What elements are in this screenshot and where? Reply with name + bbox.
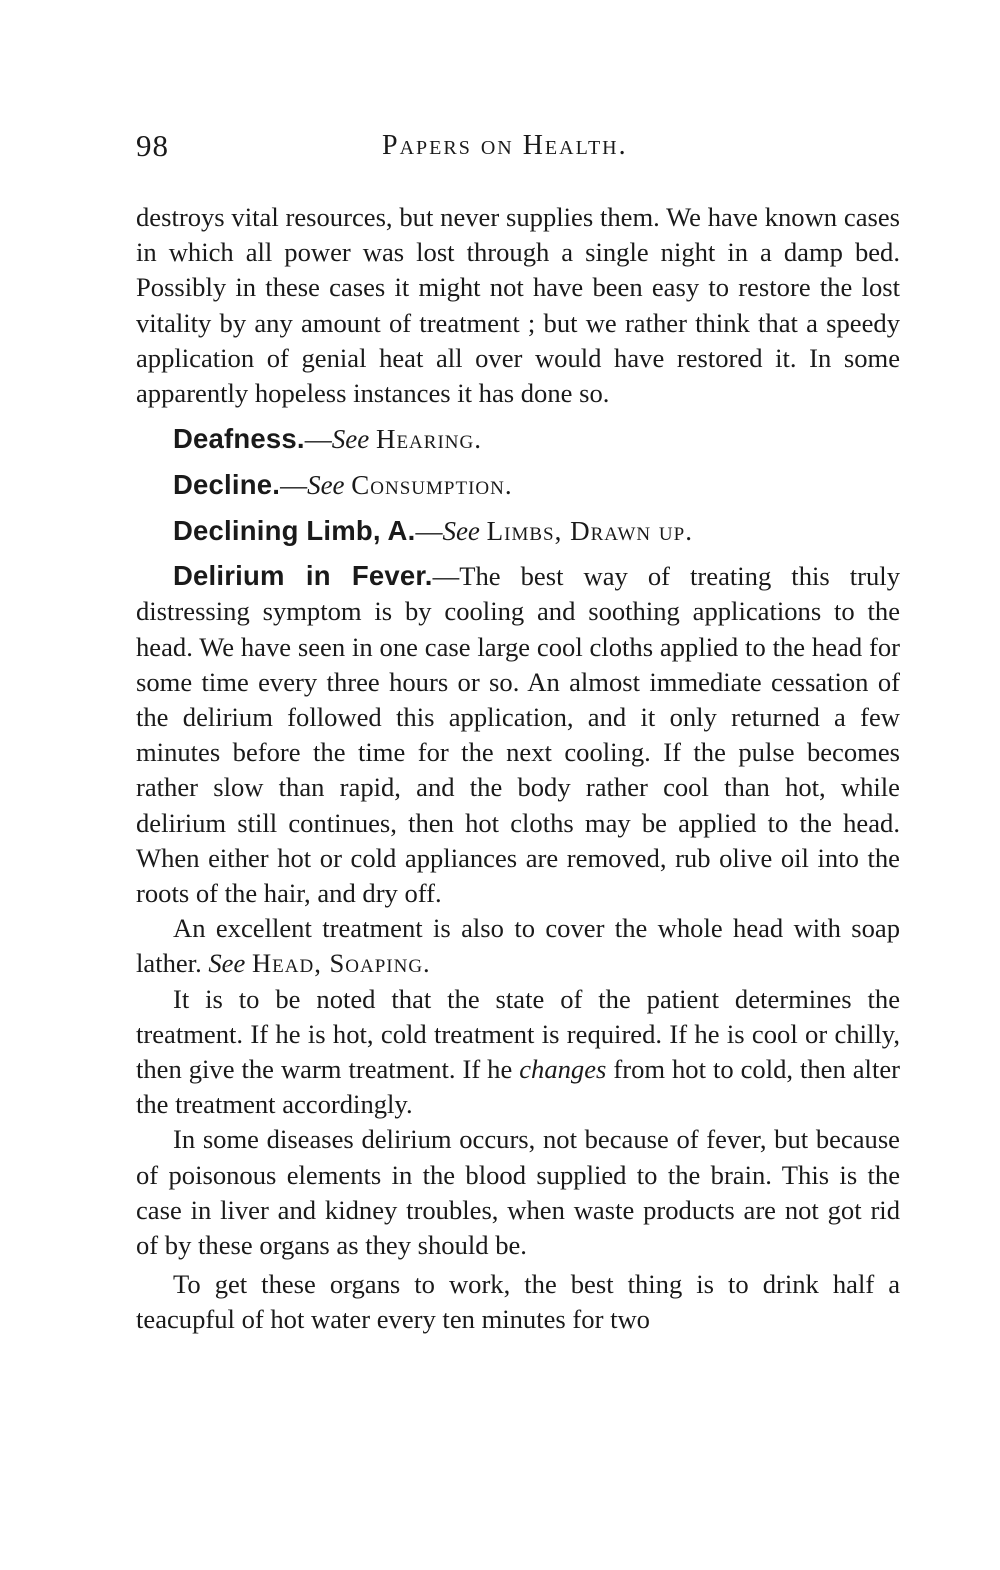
cross-reference: Head, Soaping.	[251, 948, 431, 979]
paragraph-poisonous-elements: In some diseases delirium occurs, not because of fever, but because of poisonous elements in the blood supplied to the brain. This is the case in liver and kidney troubles, when waste products are not got rid of by these organs as they should be.	[136, 1124, 900, 1261]
body-text	[136, 200, 900, 1338]
page-number: 98	[136, 128, 169, 163]
paragraph-text: It is to be noted that the state of the patient determines the treatment. If he is hot, cold treatment is required. If he is cool or chilly, then give the warm treatment. If he	[136, 983, 900, 1085]
paragraph-text: An excellent treatment is also to cover the whole head with soap lather.	[136, 913, 900, 979]
headword-deafness: Deafness.	[173, 423, 305, 455]
paragraph-soap-lather	[136, 911, 900, 981]
emphasis: changes	[519, 1054, 607, 1085]
see-label: See	[442, 516, 480, 547]
dash: —	[280, 470, 308, 501]
headword-delirium: Delirium in Fever.	[173, 560, 433, 592]
paragraph-vital-resources: destroys vital resources, but never supplies them. We have known cases in which all power was lost through a single night in a damp bed. Possibly in these cases it might not have been easy to restore the lost vitality by any amount of treatment ; but we rather think that a speedy application of genial heat all over would have restored it. In some apparently hopeless instances it has done so.	[136, 202, 900, 409]
dash: —	[415, 516, 443, 547]
see-label: See	[331, 424, 370, 455]
dash: —	[304, 424, 332, 455]
entry-decline	[136, 467, 900, 503]
headword-declining-limb: Declining Limb, A.	[173, 515, 416, 547]
entry-text: —The best way of treating this truly distressing symptom is by cooling and soothing applications to the head. We have seen in one case large cool cloths applied to the head for some time every three hours or so. An almost immediate cessation of the delirium followed this application, and it only returned a few minutes before the time for the next cooling. If the pulse becomes rather slow than rapid, and the body rather cool than hot, while delirium still continues, then hot cloths may be applied to the head. When either hot or cold appliances are removed, rub olive oil into the roots of the hair, and dry off.	[136, 561, 900, 909]
cross-reference: Limbs, Drawn up.	[486, 516, 693, 547]
paragraph-patient-state	[136, 982, 900, 1123]
running-title: Papers on Health.	[382, 130, 628, 161]
paragraph-hot-water: To get these organs to work, the best thing is to drink half a teacupful of hot water every ten minutes for two	[136, 1269, 900, 1335]
paragraph-text: from hot to cold, then alter the treatment accordingly.	[136, 1054, 900, 1120]
see-label: See	[307, 470, 345, 501]
running-head	[136, 128, 900, 168]
cross-reference: Hearing.	[375, 424, 482, 455]
entry-deafness	[136, 421, 900, 457]
entry-declining-limb	[136, 513, 900, 549]
headword-decline: Decline.	[173, 469, 281, 501]
see-label: See	[208, 948, 246, 979]
cross-reference: Consumption.	[351, 470, 513, 501]
entry-delirium-in-fever	[136, 558, 900, 911]
